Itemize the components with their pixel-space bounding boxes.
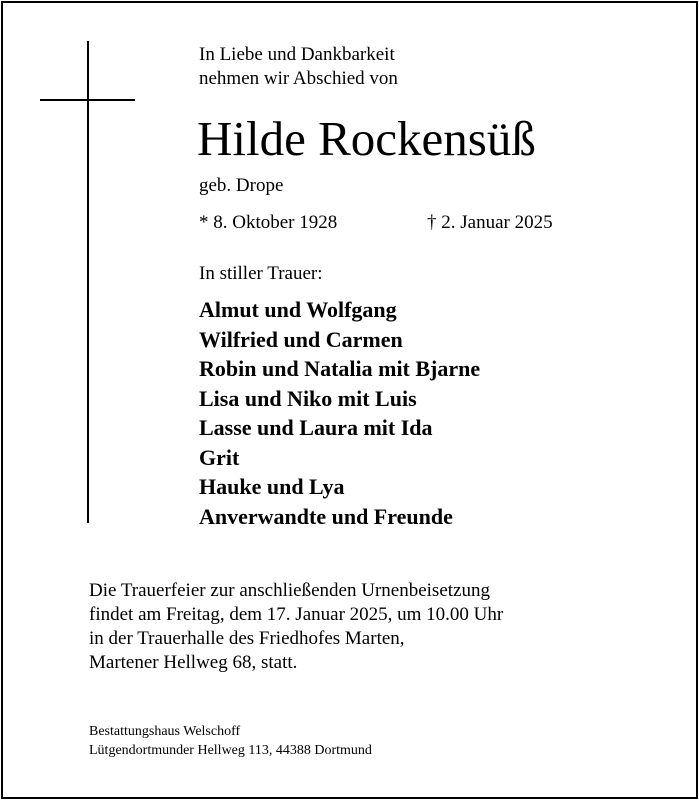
intro-line: In Liebe und Dankbarkeit <box>199 44 395 65</box>
mourner-entry: Hauke und Lya <box>199 474 345 499</box>
mourner-entry: Anverwandte und Freunde <box>199 503 453 529</box>
mourner-entry: Lisa und Niko mit Luis <box>199 385 417 411</box>
death-date: † 2. Januar 2025 <box>427 212 553 233</box>
service-line: findet am Freitag, dem 17. Januar 2025, um 10.00 Uhr <box>89 604 504 625</box>
intro-line: nehmen wir Abschied von <box>199 68 398 89</box>
maiden-name: geb. Drope <box>199 175 284 196</box>
mourner-entry: Lasse und Laura mit Ida <box>199 415 433 440</box>
undertaker-name: Bestattungshaus Welschoff <box>89 724 241 739</box>
mourner-entry: Robin und Natalia mit Bjarne <box>199 356 481 381</box>
service-line: in der Trauerhalle des Friedhofes Marten, <box>89 628 405 649</box>
cross-horizontal-bar <box>40 99 135 101</box>
service-line: Die Trauerfeier zur anschließenden Urnenbeisetzung <box>89 580 490 601</box>
mourning-label: In stiller Trauer: <box>199 263 323 284</box>
intro-text <box>199 43 398 91</box>
mourners-list <box>199 295 480 531</box>
undertaker-address: Lütgendortmunder Hellweg 113, 44388 Dortmund <box>89 743 372 758</box>
service-info <box>89 579 503 675</box>
service-line: Martener Hellweg 68, statt. <box>89 652 298 673</box>
mourner-entry: Almut und Wolfgang <box>199 297 397 322</box>
undertaker-info <box>89 722 372 760</box>
cross-vertical-bar <box>87 41 89 523</box>
deceased-name: Hilde Rockensüß <box>197 111 536 166</box>
mourner-entry: Wilfried und Carmen <box>199 326 403 352</box>
mourner-entry: Grit <box>199 444 240 470</box>
birth-date: * 8. Oktober 1928 <box>199 212 338 233</box>
